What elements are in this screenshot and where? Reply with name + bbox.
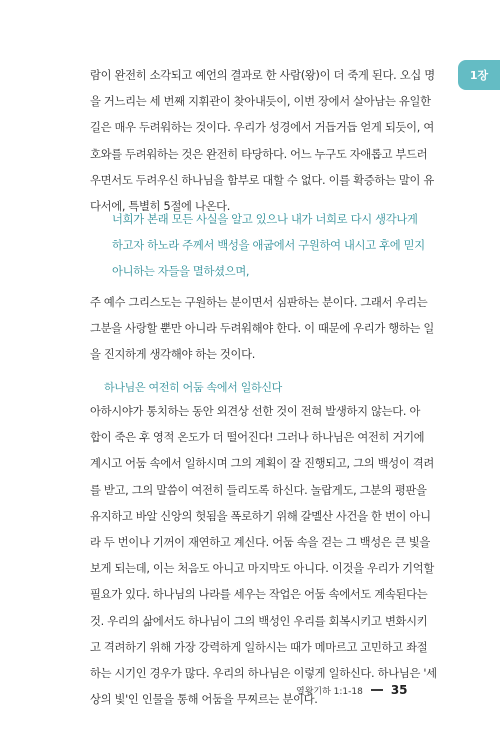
footer-divider <box>371 689 383 691</box>
text-line: 보게 되는데, 이는 처음도 아니고 마지막도 아니다. 이것을 우리가 기억할 <box>90 562 434 576</box>
text-line: 길은 매우 두려워하는 것이다. 우리가 성경에서 거듭거듭 얻게 되듯이, 여 <box>90 121 434 135</box>
text-line: 라 두 번이나 기꺼이 재연하고 계신다. 어둠 속을 걷는 그 백성은 큰 빛을 <box>90 535 430 549</box>
text-line: 아하시야가 통치하는 동안 외견상 선한 것이 전혀 발생하지 않는다. 아 <box>90 405 421 418</box>
quote-line: 너희가 본래 모든 사실을 알고 있으나 내가 너희로 다시 생각나게 <box>112 213 418 226</box>
text-line: 하는 시기인 경우가 많다. 우리의 하나님은 이렇게 일하신다. 하나님은 '세 <box>90 666 437 680</box>
body-paragraph-2 <box>90 290 438 369</box>
text-line: 유지하고 바알 신앙의 헛됨을 폭로하기 위해 갈멜산 사건을 한 번이 아니 <box>90 509 431 523</box>
text-line: 우면서도 두려우신 하나님을 함부로 대할 수 없다. 이를 확증하는 말이 유 <box>90 173 434 187</box>
text-line: 을 거느리는 세 번째 지휘관이 찾아내듯이, 이번 장에서 살아남는 유일한 <box>90 95 431 109</box>
text-line: 호와를 두려워하는 것은 완전히 타당하다. 어느 누구도 자애롭고 부드러 <box>90 147 428 161</box>
text-line: 상의 빛'인 인물을 통해 어둠을 무찌르는 분이다. <box>90 693 318 707</box>
text-line: 계시고 어둠 속에서 일하시며 그의 계획이 잘 진행되고, 그의 백성이 격려 <box>90 457 434 471</box>
text-line: 고 격려하기 위해 가장 강력하게 일하시는 때가 메마르고 고민하고 좌절 <box>90 640 428 654</box>
body-paragraph-1 <box>90 63 438 220</box>
text-line: 주 예수 그리스도는 구원하는 분이면서 심판하는 분이다. 그래서 우리는 <box>90 296 428 309</box>
text-line: 그분을 사랑할 뿐만 아니라 두려워해야 한다. 이 때문에 우리가 행하는 일 <box>90 322 434 336</box>
body-paragraph-3 <box>90 399 438 713</box>
page-number: 35 <box>390 683 408 697</box>
text-line: 람이 완전히 소각되고 예언의 결과로 한 사람(왕)이 더 죽게 된다. 오십 명 <box>90 69 435 82</box>
text-line: 다서에, 특별히 5절에 나온다. <box>90 199 231 213</box>
quote-line: 아니하는 자들을 멸하셨으며, <box>112 265 250 279</box>
text-line: 을 진지하게 생각해야 하는 것이다. <box>90 348 256 362</box>
footer-book-reference: 열왕기하 1:1-18 <box>296 686 363 697</box>
page-footer <box>296 683 408 697</box>
quote-line: 하고자 하노라 주께서 백성을 애굽에서 구원하여 내시고 후에 믿지 <box>112 239 425 253</box>
text-line: 합이 죽은 후 영적 온도가 더 떨어진다! 그러나 하나님은 여전히 거기에 <box>90 431 425 445</box>
text-line: 필요가 있다. 하나님의 나라를 세우는 작업은 어둠 속에서도 계속된다는 <box>90 588 428 602</box>
text-line: 것. 우리의 삶에서도 하나님이 그의 백성인 우리를 회복시키고 변화시키 <box>90 614 428 628</box>
scripture-quote <box>112 207 440 286</box>
chapter-tab <box>458 60 500 90</box>
section-heading: 하나님은 여전히 어둠 속에서 일하신다 <box>104 381 283 394</box>
chapter-tab-label: 1장 <box>469 69 489 82</box>
text-line: 를 받고, 그의 말씀이 여전히 들리도록 하신다. 놀랍게도, 그분의 평판을 <box>90 483 427 497</box>
